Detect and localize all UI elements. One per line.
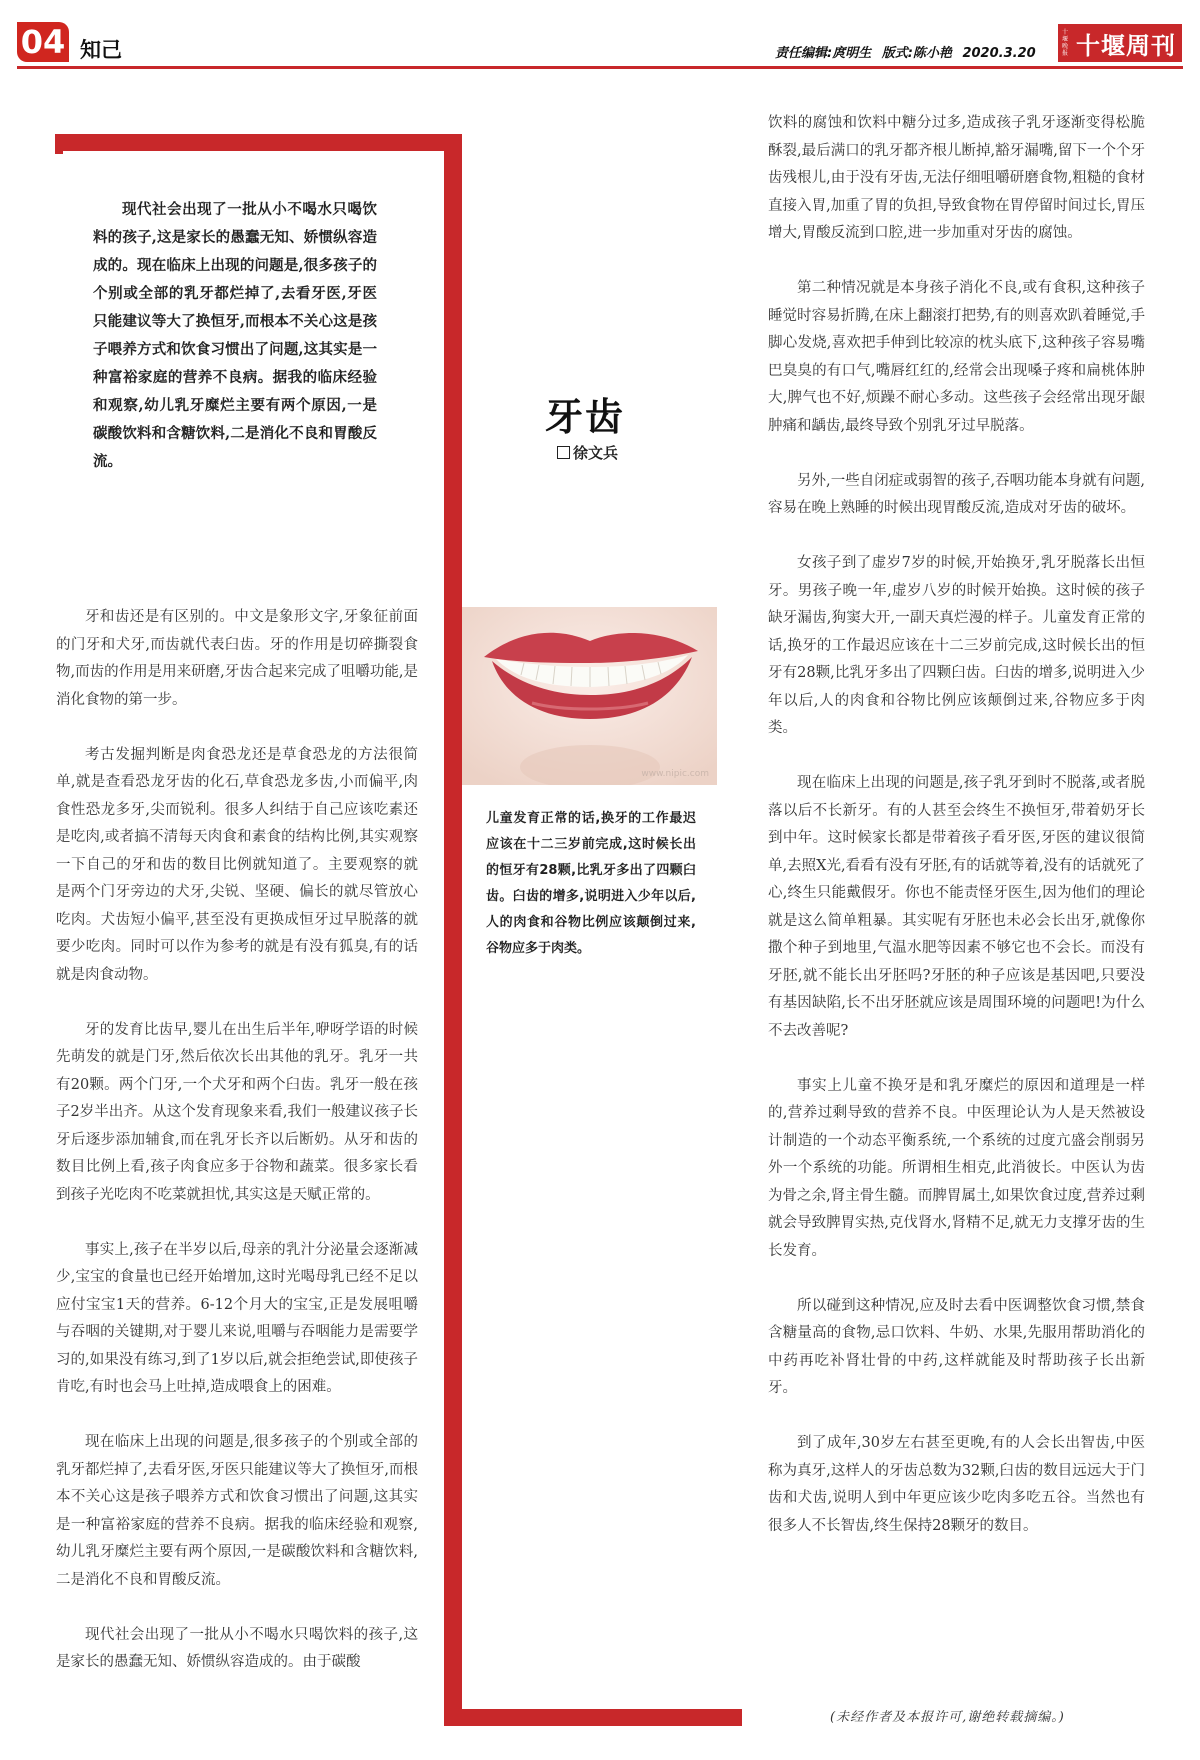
body-column-left	[56, 604, 418, 1704]
photo-caption	[486, 806, 696, 962]
masthead-label: 十堰晚报	[1062, 29, 1069, 57]
article-title: 牙齿	[545, 394, 626, 439]
layout-credit: 版式:陈小艳	[881, 46, 952, 61]
header-divider	[17, 66, 1183, 69]
body-paragraph-continued: 饮料的腐蚀和饮料中糖分过多,造成孩子乳牙逐渐变得松脆酥裂,最后满口的乳牙都齐根儿断掉,豁牙漏嘴,留下一个个牙齿残根儿,由于没有牙齿,无法仔细咀嚼研磨食物,粗糙的食材直接入胃,加重了胃的负担,导致食物在胃停留时间过长,胃压增大,胃酸反流到口腔,进一步加重对牙齿的腐蚀。	[768, 115, 1145, 241]
masthead-name: 十堰周刊	[1076, 31, 1176, 60]
frame-bottom-bar	[444, 1709, 742, 1726]
frame-left-stub	[55, 134, 63, 154]
body-paragraph: 另外,一些自闭症或弱智的孩子,吞咽功能本身就有问题,容易在晚上熟睡的时候出现胃酸反流,造成对牙齿的破坏。	[768, 472, 1145, 516]
body-paragraph: 现在临床上出现的问题是,孩子乳牙到时不脱落,或者脱落以后不长新牙。有的人甚至会终生不换恒牙,带着奶牙长到中年。这时候家长都是带着孩子看牙医,牙医的建议很简单,去照X光,看看有没有牙胚,有的话就等着,没有的话就死了心,终生只能戴假牙。你也不能责怪牙医生,因为他们的理论就是这么简单粗暴。其实呢有牙胚也未必会长出牙,就像你撒个种子到地里,气温水肥等因素不够它也不会长。而没有牙胚,就不能长出牙胚吗?牙胚的种子应该是基因吧,只要没有基因缺陷,长不出牙胚就应该是周围环境的问题吧!为什么不去改善呢?	[768, 775, 1145, 1039]
editor-credit: 责任编辑:庹明生	[775, 46, 872, 61]
photo-watermark: www.nipic.com	[641, 769, 709, 779]
article-author	[557, 442, 618, 463]
body-paragraph: 考古发掘判断是肉食恐龙还是草食恐龙的方法很简单,就是查看恐龙牙齿的化石,草食恐龙多齿,小而偏平,肉食性恐龙多牙,尖而锐利。很多人纠结于自己应该吃素还是吃肉,或者搞不清每天肉食和素食的结构比例,其实观察一下自己的牙和齿的数目比例就知道了。主要观察的就是两个门牙旁边的犬牙,尖锐、坚硬、偏长的就尽管放心吃肉。犬齿短小偏平,甚至没有更换成恒牙过早脱落的就要少吃肉。同时可以作为参考的就是有没有狐臭,有的话就是肉食动物。	[56, 746, 418, 983]
copyright-notice: (未经作者及本报许可,谢绝转载摘编。)	[830, 1710, 1065, 1725]
issue-date: 2020.3.20	[962, 46, 1036, 61]
body-paragraph: 事实上,孩子在半岁以后,母亲的乳汁分泌量会逐渐减少,宝宝的食量也已经开始增加,这时光喝母乳已经不足以应付宝宝1天的营养。6-12个月大的宝宝,正是发展咀嚼与吞咽的关键期,对于婴儿来说,咀嚼与吞咽能力是需要学习的,如果没有练习,到了1岁以后,就会拒绝尝试,即使孩子肯吃,有时也会马上吐掉,造成喂食上的困难。	[56, 1241, 418, 1395]
body-paragraph: 现代社会出现了一批从小不喝水只喝饮料的孩子,这是家长的愚蠢无知、娇惯纵容造成的。由于碳酸	[56, 1626, 418, 1670]
body-paragraph: 第二种情况就是本身孩子消化不良,或有食积,这种孩子睡觉时容易折腾,在床上翻滚打把势,有的则喜欢趴着睡觉,手脚心发烧,喜欢把手伸到比较凉的枕头底下,这种孩子容易嘴巴臭臭的有口气,嘴唇红红的,经常会出现嗓子疼和扁桃体肿大,脾气也不好,烦躁不耐心多动。这些孩子会经常出现牙龈肿痛和龋齿,最终导致个别乳牙过早脱落。	[768, 280, 1145, 434]
header-credits	[775, 42, 1042, 61]
intro-text: 现代社会出现了一批从小不喝水只喝饮料的孩子,这是家长的愚蠢无知、娇惯纵容造成的。现在临床上出现的问题是,很多孩子的个别或全部的乳牙都烂掉了,去看牙医,牙医只能建议等大了换恒牙,而根本不关心这是孩子喂养方式和饮食习惯出了问题,这其实是一种富裕家庭的营养不良病。据我的临床经验和观察,幼儿乳牙糜烂主要有两个原因,一是碳酸饮料和含糖饮料,二是消化不良和胃酸反流。	[93, 201, 377, 470]
body-paragraph: 现在临床上出现的问题是,很多孩子的个别或全部的乳牙都烂掉了,去看牙医,牙医只能建议等大了换恒牙,而根本不关心这是孩子喂养方式和饮食习惯出了问题,这其实是一种富裕家庭的营养不良病。据我的临床经验和观察,幼儿乳牙糜烂主要有两个原因,一是碳酸饮料和含糖饮料,二是消化不良和胃酸反流。	[56, 1434, 418, 1588]
smile-illustration	[462, 607, 717, 785]
body-paragraph: 牙的发育比齿早,婴儿在出生后半年,咿呀学语的时候先萌发的就是门牙,然后依次长出其他的乳牙。乳牙一共有20颗。两个门牙,一个犬牙和两个臼齿。乳牙一般在孩子2岁半出齐。从这个发育现象来看,我们一般建议孩子长牙后逐步添加辅食,而在乳牙长齐以后断奶。从牙和齿的数目比例上看,孩子肉食应多于谷物和蔬菜。很多家长看到孩子光吃肉不吃菜就担忧,其实这是天赋正常的。	[56, 1021, 418, 1203]
smile-photo	[462, 607, 717, 785]
author-name: 徐文兵	[573, 444, 619, 462]
section-name: 知己	[80, 38, 122, 62]
caption-text: 儿童发育正常的话,换牙的工作最迟应该在十二三岁前完成,这时候长出的恒牙有28颗,比乳牙多出了四颗臼齿。臼齿的增多,说明进入少年以后,人的肉食和谷物比例应该颠倒过来,谷物应多于肉类。	[486, 811, 696, 956]
frame-top-bar	[55, 134, 462, 151]
body-paragraph: 所以碰到这种情况,应及时去看中医调整饮食习惯,禁食含糖量高的食物,忌口饮料、牛奶、水果,先服用帮助消化的中药再吃补肾壮骨的中药,这样就能及时帮助孩子长出新牙。	[768, 1297, 1145, 1396]
body-paragraph: 牙和齿还是有区别的。中文是象形文字,牙象征前面的门牙和犬牙,而齿就代表臼齿。牙的作用是切碎撕裂食物,而齿的作用是用来研磨,牙齿合起来完成了咀嚼功能,是消化食物的第一步。	[56, 609, 418, 708]
author-box-icon	[557, 446, 570, 459]
article-intro	[93, 196, 377, 476]
masthead-logo	[1058, 24, 1182, 62]
body-paragraph: 女孩子到了虚岁7岁的时候,开始换牙,乳牙脱落长出恒牙。男孩子晚一年,虚岁八岁的时候开始换。这时候的孩子缺牙漏齿,狗窦大开,一副天真烂漫的样子。儿童发育正常的话,换牙的工作最迟应该在十二三岁前完成,这时候长出的恒牙有28颗,比乳牙多出了四颗臼齿。臼齿的增多,说明进入少年以后,人的肉食和谷物比例应该颠倒过来,谷物应多于肉类。	[768, 555, 1145, 736]
frame-vertical-bar	[444, 134, 462, 1726]
body-column-right	[768, 110, 1145, 1568]
page-number: 04	[17, 22, 69, 62]
body-paragraph: 事实上儿童不换牙是和乳牙糜烂的原因和道理是一样的,营养过剩导致的营养不良。中医理论认为人是天然被设计制造的一个动态平衡系统,一个系统的过度亢盛会削弱另外一个系统的功能。所谓相生相克,此消彼长。中医认为齿为骨之余,肾主骨生髓。而脾胃属土,如果饮食过度,营养过剩就会导致脾胃实热,克伐肾水,肾精不足,就无力支撑牙齿的生长发育。	[768, 1077, 1145, 1259]
body-paragraph: 到了成年,30岁左右甚至更晚,有的人会长出智齿,中医称为真牙,这样人的牙齿总数为32颗,臼齿的数目远远大于门齿和犬齿,说明人到中年更应该少吃肉多吃五谷。当然也有很多人不长智齿,终生保持28颗牙的数目。	[768, 1435, 1145, 1534]
